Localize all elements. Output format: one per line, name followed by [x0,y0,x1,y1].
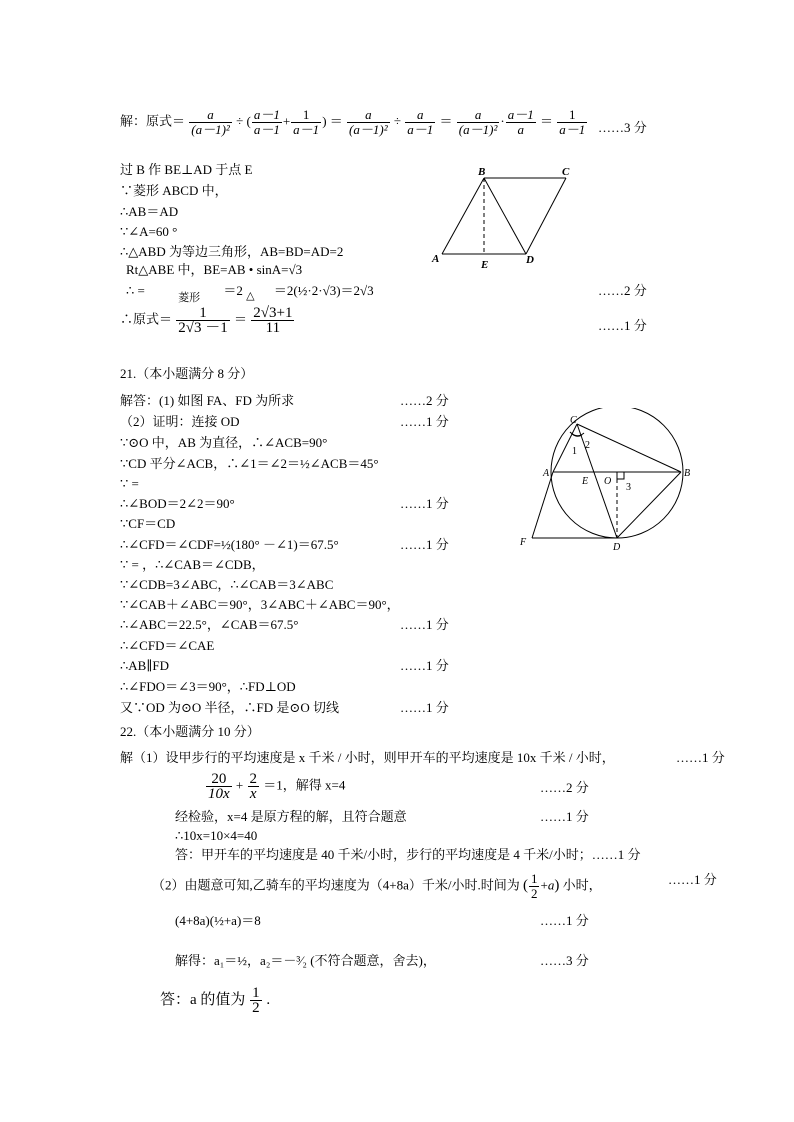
text-line: ∵ = [120,476,139,491]
score: ……2 分 [400,393,449,408]
score: ……1 分 [676,750,725,765]
text-line: ∴10x=10×4=40 [175,828,258,843]
label-O: O [604,476,612,487]
label-A: A [432,253,440,265]
score: ……1 分 [400,700,449,715]
score: ……1 分 [668,872,717,887]
label-B: B [478,166,486,178]
section-title: 21.（本小题满分 8 分） [120,366,254,381]
label-D: D [526,254,534,266]
fraction: $\frac{a}{\text{(a－1)²}}$ [191,107,230,137]
label-E: E [481,259,489,271]
text-line: ∴△ABD 为等边三角形，AB=BD=AD=2 [120,244,344,259]
score: ……1 分 [598,318,647,333]
text-line: 解答：(1) 如图 FA、FD 为所求 [120,393,295,408]
score: ……2 分 [540,780,589,795]
text-line: ∵∠CAB＋∠ABC＝90°，3∠ABC＋∠ABC＝90°， [120,597,400,612]
fraction: $\frac{a-1}{a-1}$ [253,107,280,137]
text-line: ∴∠CFD＝∠CAE [120,638,215,653]
fraction: $\frac{1}{2}$ [252,985,260,1016]
text-line: 解得：a₁＝½，a₂＝－³⁄₂ (不符合题意，舍去)， [175,953,436,968]
fraction: $\frac{2}{x}$ [249,771,258,802]
fraction: $\frac{2√3+1}{11}$ [253,305,293,336]
label-F: F [520,537,527,548]
text-line: (4+8a)(½+a)＝8 [175,913,261,928]
text-line: 经检验，x=4 是原方程的解，且符合题意 [175,809,407,824]
label-B: B [684,468,691,479]
score: ……1 分 [400,537,449,552]
label-E: E [582,476,589,487]
text-line: ∴∠CFD＝∠CDF=½(180° －∠1)＝67.5° [120,537,339,552]
score: ……1 分 [540,809,589,824]
text-line: ∵CD 平分∠ACB，∴∠1＝∠2＝½∠ACB＝45° [120,456,379,471]
fraction: $\frac{20}{10x}$ [208,771,230,802]
text-line: （2）由题意可知,乙骑车的平均速度为（4+8a）千米/小时.时间为 ( $\frac{1}{2}$ +a) 小时， [152,871,602,901]
fraction: $\frac{1}{a-1}$ [559,107,586,137]
text-line: 解（1）设甲步行的平均速度是 x 千米 / 小时，则甲开车的平均速度是 10x 千米 / 小时， [120,750,615,765]
label-1: 1 [572,446,577,457]
result-line: ∴原式＝ $\frac{1}{2√3 -1}$ ＝ $\frac{2√3+1}{11}$ [120,305,293,336]
fraction: $\frac{a}{a-1}$ [407,107,434,137]
text-line: 答：甲开车的平均速度是 40 千米/小时，步行的平均速度是 4 千米/小时；……1 分 [175,847,641,862]
text-line: ∵菱形 ABCD 中， [120,183,228,198]
text-line: ∴AB＝AD [120,204,179,219]
score: ……3 分 [540,953,589,968]
label-2: 2 [585,440,590,451]
label-D: D [613,542,621,553]
score: ……3 分 [598,120,647,135]
score: ……1 分 [540,913,589,928]
fraction: $\frac{a}{\text{(a－1)²}}$ [458,107,498,137]
text-line: ∵⊙O 中，AB 为直径，∴∠ACB=90° [120,435,328,450]
label-C: C [570,415,577,426]
text-line: Rt△ABE 中，BE=AB • sinA=√3 [126,262,303,277]
section-title: 22.（本小题满分 10 分） [120,724,260,739]
fraction: $\frac{a}{\text{(a－1)²}}$ [349,107,388,137]
score: ……2 分 [598,283,647,298]
circle-figure [514,408,694,558]
fraction: $\frac{1}{2}$ [530,871,538,901]
area-line: ∴ = $_{菱形}$ ＝2 $_\triangle$ ＝2(½·2·√3)＝2√3 [126,283,374,304]
fraction: $\frac{a-1}{a}$ [507,107,534,137]
text-line: 又∵OD 为⊙O 半径，∴FD 是⊙O 切线 [120,700,339,715]
text-line: （2）证明：连接 OD [120,414,240,429]
p20-intro: 解：原式＝ [120,113,186,129]
label-C: C [562,166,570,178]
text-line: ∴∠FDO＝∠3＝90°，∴FD⊥OD [120,679,296,694]
fraction: $\frac{1}{2√3 -1}$ [178,305,228,336]
label-3: 3 [626,482,631,493]
text-line: ∴∠ABC＝22.5°，∠CAB＝67.5° [120,617,299,632]
score: ……1 分 [400,414,449,429]
fraction: $\frac{1}{a-1}$ [293,107,320,137]
text-line: ∵CF＝CD [120,516,176,531]
score: ……1 分 [400,617,449,632]
score: ……1 分 [400,496,449,511]
rhombus-figure [428,164,598,274]
text-line: 过 B 作 BE⊥AD 于点 E [120,162,253,177]
equation-line: $\frac{20}{10x}$ + $\frac{2}{x}$ ＝1，解得 x=4 [208,771,346,802]
text-line: ∵ = ，∴∠CAB＝∠CDB， [120,557,265,572]
p20-formula-line: 解：原式＝ $\frac{a}{\text{(a－1)²}}$ ÷ ( $\frac{a-1}{a-1}$ + $\frac{1}{a-1}$ ) ＝ $\frac{a}{\text{(a－1)²}}$ ÷ $\frac{a}{a-1}$ ＝ $\frac{a}{\text{(a－1)²}}$ · $\frac{a-1}{a}$ ＝ $\frac{1}{a-1}$ [120,107,586,137]
text-line: ∵∠A=60 ° [120,224,178,239]
label-A: A [543,468,550,479]
text-line: ∵∠CDB=3∠ABC，∴∠CAB＝3∠ABC [120,577,334,592]
text-line: ∴AB∥FD [120,658,169,673]
score: ……1 分 [400,658,449,673]
text-line: ∴∠BOD＝2∠2＝90° [120,496,235,511]
answer-line: 答：a 的值为 $\frac{1}{2}$ . [160,985,271,1016]
